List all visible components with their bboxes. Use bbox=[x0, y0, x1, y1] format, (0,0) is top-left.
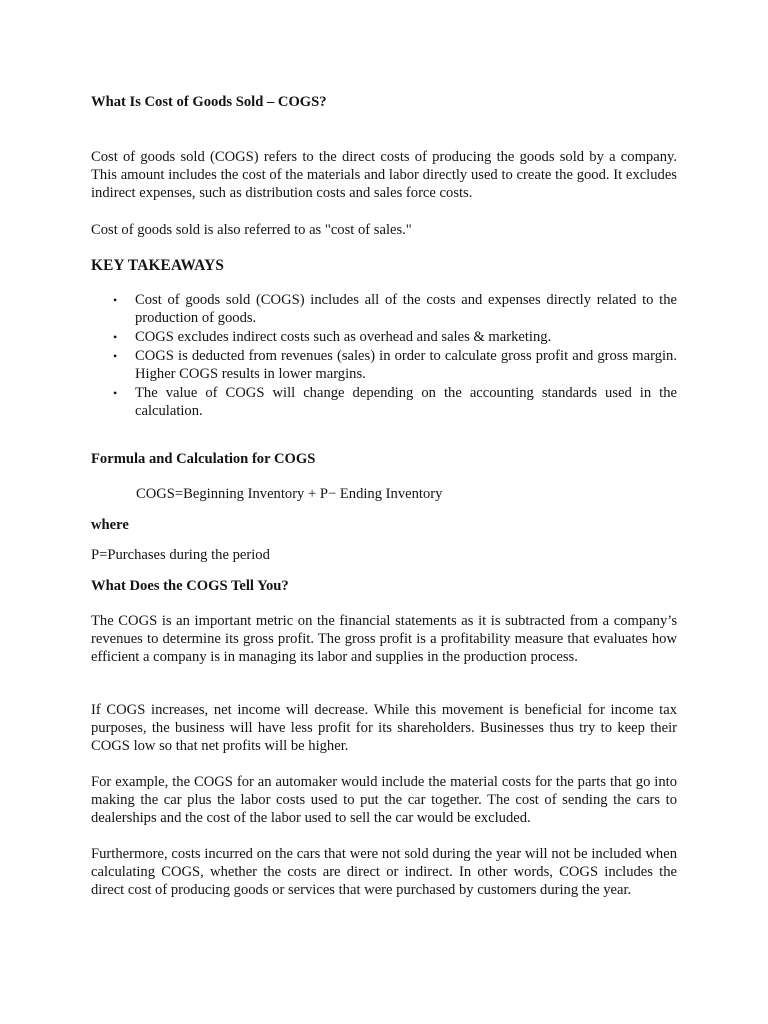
key-takeaways-heading: KEY TAKEAWAYS bbox=[91, 257, 225, 274]
formula-heading: Formula and Calculation for COGS bbox=[91, 451, 316, 467]
main-heading: What Is Cost of Goods Sold – COGS? bbox=[91, 94, 327, 110]
list-item-text: The value of COGS will change depending on the accounting standards used in the calculation. bbox=[135, 384, 677, 419]
list-item-text: Cost of goods sold (COGS) includes all of the costs and expenses directly related to the production of goods. bbox=[135, 292, 677, 327]
list-item bbox=[91, 347, 677, 383]
tell-heading: What Does the COGS Tell You? bbox=[91, 578, 289, 594]
list-item-text: COGS excludes indirect costs such as overhead and sales & marketing. bbox=[135, 328, 552, 345]
bullet-icon: • bbox=[113, 385, 118, 400]
bullet-icon: • bbox=[113, 329, 118, 344]
where-label: where bbox=[91, 517, 129, 533]
bullet-icon: • bbox=[113, 348, 118, 363]
purchases-definition: P=Purchases during the period bbox=[91, 547, 270, 563]
tell-paragraph: If COGS increases, net income will decrease. While this movement is beneficial for income tax purposes, the business will have less profit for its shareholders. Businesses thus try to keep their COGS low so that net profits will be higher. bbox=[91, 702, 677, 755]
list-item bbox=[91, 291, 677, 327]
tell-paragraph: Furthermore, costs incurred on the cars that were not sold during the year will not be included when calculating COGS, whether the costs are direct or indirect. In other words, COGS includes the direct cost of producing goods or services that were purchased by customers during the year. bbox=[91, 846, 677, 899]
tell-paragraph: The COGS is an important metric on the financial statements as it is subtracted from a company’s revenues to determine its gross profit. The gross profit is a profitability measure that evaluates how efficient a company is in managing its labor and supplies in the production process. bbox=[91, 613, 677, 666]
also-known-paragraph: Cost of goods sold is also referred to as "cost of sales." bbox=[91, 222, 412, 238]
cogs-formula: COGS=Beginning Inventory + P− Ending Inventory bbox=[136, 486, 443, 502]
tell-paragraph: For example, the COGS for an automaker would include the material costs for the parts that go into making the car plus the labor costs used to put the car together. The cost of sending the cars to dealerships and the cost of the labor used to sell the car would be excluded. bbox=[91, 774, 677, 827]
list-item bbox=[91, 384, 677, 420]
list-item-text: COGS is deducted from revenues (sales) in order to calculate gross profit and gross margin. Higher COGS results in lower margins. bbox=[135, 347, 677, 382]
intro-paragraph: Cost of goods sold (COGS) refers to the direct costs of producing the goods sold by a company. This amount includes the cost of the materials and labor directly used to create the good. It excludes indirect expenses, such as distribution costs and sales force costs. bbox=[91, 149, 677, 202]
list-item bbox=[91, 328, 677, 346]
bullet-icon: • bbox=[113, 293, 118, 307]
key-takeaways-list bbox=[91, 291, 677, 420]
